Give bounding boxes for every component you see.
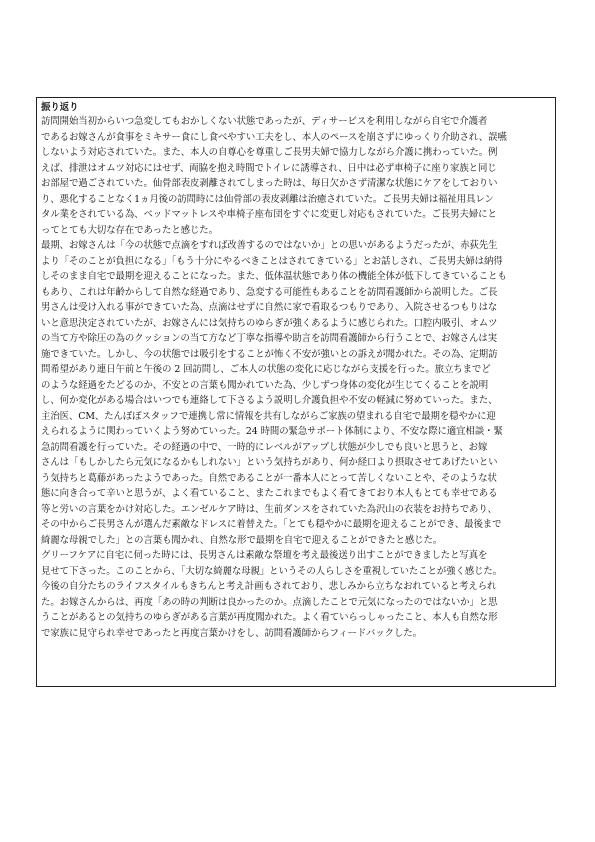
body-line: お部屋で過ごされていた。仙骨部表皮剥離されてしまった時は、毎日欠かさず清潔な状態にケアをしておりい <box>41 178 498 189</box>
body-line: その中からご長男さんが選んだ素敵なドレスに着替えた。「とても穏やかに最期を迎えることができ、最後まで <box>41 519 502 530</box>
body-line: の当て方や除圧の為のクッションの当て方など丁寧な指導や助言を訪問看護師から行うことで、お嫁さんは実 <box>41 333 498 344</box>
body-line: えられるように関わっていくよう努めていった。24 時間の緊急サポート体制により、不安な際に適宜相談・緊 <box>41 426 503 437</box>
body-line: で家族に見守られ幸せであったと再度言葉かけをし、訪問看護師からフィードバックした。 <box>41 627 422 639</box>
reflection-box <box>36 97 556 687</box>
body-line: のような経過をたどるのか、不安との言葉も聞かれていた為、少しずつ身体の変化が生じてくることを説明 <box>41 379 489 391</box>
body-line: 綺麗な母親でした」との言葉も聞かれ、自然な形で最期を自宅で迎えることができたと感じた。 <box>41 534 443 546</box>
body-line: うことがあるとの気持ちのゆらぎがある言葉が再度聞かれた。よく看ていらっしゃったこと、本人も自然な形 <box>41 612 498 623</box>
body-line: 訪問開始当初からいつ急変してもおかしくない状態であったが、ディサービスを利用しながら自宅で介護者 <box>41 116 488 127</box>
body-line: う気持ちと葛藤があったようであった。自然であることが一番本人にとって苦しくないことや、そのような状 <box>41 472 497 484</box>
body-line: しそのまま自宅で最期を迎えることになった。また、低体温状態であり体の機能全体が低下してきていることも <box>41 271 507 282</box>
body-line: 急訪問看護を行っていた。その経過の中で、一時的にレベルがアップし状態が少しでも良いと思うと、お嫁 <box>41 441 488 453</box>
body-line: さんは「もしかしたら元気になるかもしれない」という気持ちがあり、何か経口より摂取させてあげたいとい <box>41 457 498 468</box>
body-line: 今後の自分たちのライフスタイルもきちんと考え計画もされており、悲しみから立ちなおれていると考えられ <box>41 581 497 592</box>
body-line: えば、排泄はオムツ対応にはせず、両脇を抱え時間でトイレに誘導され、日中は必ず車椅子に座り家族と同じ <box>41 162 497 174</box>
body-line: 最期、お嫁さんは「今の状態で点滴をすれば改善するのではないか」との思いがあるようだったが、赤荻先生 <box>41 240 498 251</box>
body-line: もあり、これは年齢からして自然な経過であり、急変する可能性もあることを訪問看護師から説明した。ご長 <box>41 286 498 298</box>
body-line: し、何か変化がある場合はいつでも連絡して下さるよう説明し介護負担や不安の軽減に努めていった。また、 <box>41 395 498 406</box>
body-line: グリーフケアに自宅に伺った時には、長男さんは素敵な祭壇を考え最後送り出すことができましたと写真を <box>41 550 488 561</box>
body-line: 施できていた。しかし、今の状態では吸引をすることが怖く不安が強いとの訴えが聞かれた。その為、定期訪 <box>41 348 498 360</box>
body-line: 態に向き合って辛いと思うが、よく看ていること、またこれまでもよく看てきており本人もとても幸せである <box>41 488 498 499</box>
body-line: 問希望があり連日午前と午後の 2 回訪問し、ご本人の状態の変化に応じながら支援を行った。旅立ちまでど <box>41 364 491 375</box>
body-line: 主治医、CM、たんぽぽスタッフで連携し常に情報を共有しながらご家族の望まれる自宅で最期を穏やかに迎 <box>41 410 496 422</box>
body-line: り、悪化することなく1ヵ月後の訪問時には仙骨部の表皮剥離は治癒されていた。ご長男夫婦は福祉用具レン <box>41 193 494 205</box>
body-line: 見せて下さった。このことから、「大切な綺麗な母親」というその人らしさを重視していたことが強く感じた。 <box>41 565 503 577</box>
body-line: いと意思決定されていたが、お嫁さんには気持ちのゆらぎが強くあるように感じられた。口腔内吸引、オムツ <box>41 317 498 329</box>
body-line: より「そのことが負担になる」「もう十分にやるべきことはされてきている」とお話しされ、ご長男夫婦は納得 <box>41 255 503 267</box>
body-line: た。お嫁さんからは、再度「あの時の判断は良かったのか。点滴したことで元気になったのではないか」と思 <box>41 596 498 608</box>
body-line: タル業をされている為、ベッドマットレスや車椅子座布団をすぐに変更し対応もされていた。ご長男夫婦にと <box>41 209 497 220</box>
section-heading: 振り返り <box>41 102 79 113</box>
body-line: 男さんは受け入れる事ができていた為、点滴はせずに自然に家で看取るつもりであり、入院させるつもりはな <box>41 302 498 313</box>
reflection-body <box>41 114 551 641</box>
body-line: しないよう対応されていた。また、本人の自尊心を尊重しご長男夫婦で協力しながら介護に携わっていた。例 <box>41 147 498 158</box>
body-line: 等と労いの言葉をかけ対応した。エンゼルケア時は、生前ダンスをされていた為沢山の衣装をお持ちであり、 <box>41 503 497 515</box>
body-line: であるお嫁さんが食事をミキサー食にし食べやすい工夫をし、本人のペースを崩さずにゆっくり介助され、誤嚥 <box>41 131 507 143</box>
body-line: ってとても大切な存在であったと感じた。 <box>41 224 218 236</box>
